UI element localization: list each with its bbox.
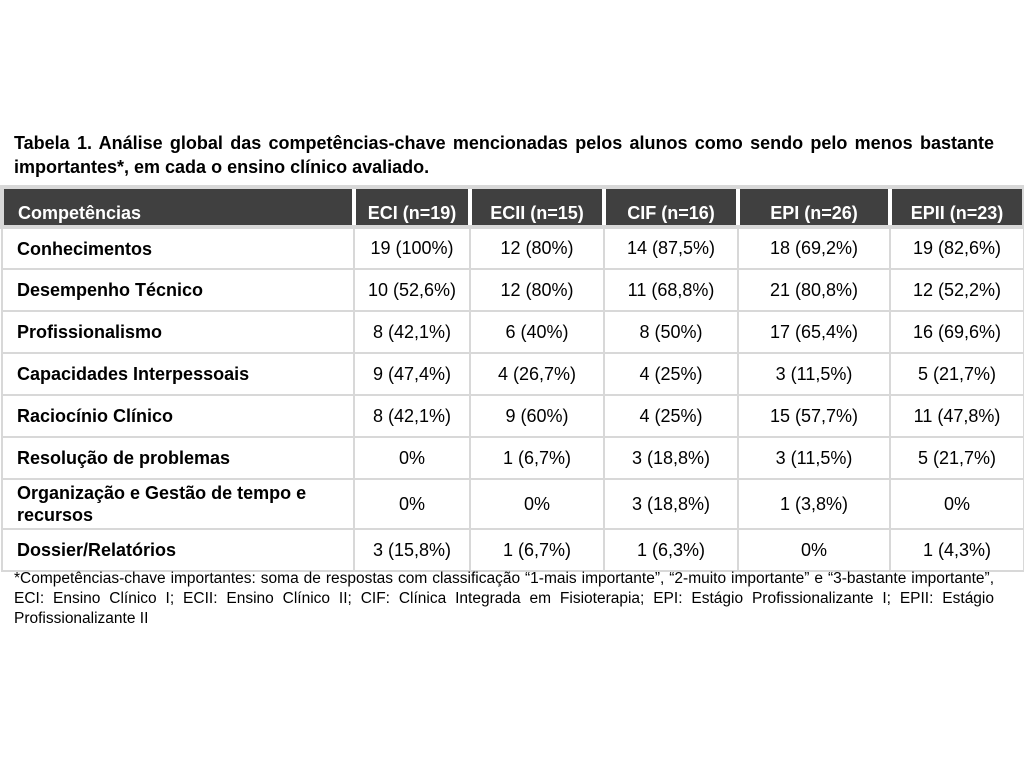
row-label: Raciocínio Clínico bbox=[2, 395, 354, 437]
column-header-eci: ECI (n=19) bbox=[354, 187, 470, 227]
table-row bbox=[2, 395, 1024, 437]
table-cell: 8 (42,1%) bbox=[354, 395, 470, 437]
table-cell: 12 (80%) bbox=[470, 227, 604, 269]
table-cell: 1 (6,7%) bbox=[470, 529, 604, 571]
table-cell: 9 (60%) bbox=[470, 395, 604, 437]
table-footnote: *Competências-chave importantes: soma de respostas com classificação “1-mais importante”, “2-muito importante” e “3-bastante importante”, ECI: Ensino Clínico I; ECII: Ensino Clínico II; CIF: Clínica Integrada em Fisioterapia; EPI: Estágio Profissionalizante I; EPII: Estágio Profissionalizante II bbox=[14, 570, 994, 627]
table-header bbox=[2, 187, 1024, 227]
table-cell: 0% bbox=[354, 479, 470, 529]
table-cell: 1 (4,3%) bbox=[890, 529, 1024, 571]
table-row bbox=[2, 269, 1024, 311]
column-header-ecii: ECII (n=15) bbox=[470, 187, 604, 227]
table-cell: 3 (18,8%) bbox=[604, 479, 738, 529]
row-label: Resolução de problemas bbox=[2, 437, 354, 479]
table-cell: 4 (26,7%) bbox=[470, 353, 604, 395]
table-cell: 0% bbox=[738, 529, 890, 571]
row-label: Profissionalismo bbox=[2, 311, 354, 353]
row-label: Organização e Gestão de tempo e recursos bbox=[2, 479, 354, 529]
table-cell: 10 (52,6%) bbox=[354, 269, 470, 311]
table-cell: 15 (57,7%) bbox=[738, 395, 890, 437]
table-cell: 12 (80%) bbox=[470, 269, 604, 311]
table-row bbox=[2, 227, 1024, 269]
table-cell: 5 (21,7%) bbox=[890, 437, 1024, 479]
table-cell: 17 (65,4%) bbox=[738, 311, 890, 353]
table-cell: 3 (15,8%) bbox=[354, 529, 470, 571]
column-header-epi: EPI (n=26) bbox=[738, 187, 890, 227]
table-row bbox=[2, 437, 1024, 479]
table-cell: 3 (11,5%) bbox=[738, 437, 890, 479]
table-cell: 12 (52,2%) bbox=[890, 269, 1024, 311]
table-cell: 11 (47,8%) bbox=[890, 395, 1024, 437]
table-cell: 0% bbox=[890, 479, 1024, 529]
column-header-competencias: Competências bbox=[2, 187, 354, 227]
table-row bbox=[2, 479, 1024, 529]
table-cell: 19 (82,6%) bbox=[890, 227, 1024, 269]
table-cell: 21 (80,8%) bbox=[738, 269, 890, 311]
column-header-epii: EPII (n=23) bbox=[890, 187, 1024, 227]
table-cell: 9 (47,4%) bbox=[354, 353, 470, 395]
table-cell: 3 (18,8%) bbox=[604, 437, 738, 479]
table-cell: 4 (25%) bbox=[604, 395, 738, 437]
table-cell: 6 (40%) bbox=[470, 311, 604, 353]
row-label: Capacidades Interpessoais bbox=[2, 353, 354, 395]
row-label: Desempenho Técnico bbox=[2, 269, 354, 311]
table-cell: 1 (6,7%) bbox=[470, 437, 604, 479]
header-row bbox=[2, 187, 1024, 227]
table-cell: 16 (69,6%) bbox=[890, 311, 1024, 353]
table-cell: 1 (6,3%) bbox=[604, 529, 738, 571]
table-body bbox=[2, 227, 1024, 571]
table-cell: 19 (100%) bbox=[354, 227, 470, 269]
table-cell: 8 (42,1%) bbox=[354, 311, 470, 353]
table-cell: 0% bbox=[470, 479, 604, 529]
table-row bbox=[2, 529, 1024, 571]
table-cell: 8 (50%) bbox=[604, 311, 738, 353]
table-cell: 1 (3,8%) bbox=[738, 479, 890, 529]
table-cell: 14 (87,5%) bbox=[604, 227, 738, 269]
competencies-table bbox=[0, 185, 1024, 572]
table-cell: 18 (69,2%) bbox=[738, 227, 890, 269]
table-row bbox=[2, 353, 1024, 395]
table-cell: 4 (25%) bbox=[604, 353, 738, 395]
table-caption: Tabela 1. Análise global das competências-chave mencionadas pelos alunos como sendo pelo menos bastante importantes*, em cada o ensino clínico avaliado. bbox=[14, 133, 994, 177]
row-label: Dossier/Relatórios bbox=[2, 529, 354, 571]
column-header-cif: CIF (n=16) bbox=[604, 187, 738, 227]
row-label: Conhecimentos bbox=[2, 227, 354, 269]
table-cell: 5 (21,7%) bbox=[890, 353, 1024, 395]
table-cell: 3 (11,5%) bbox=[738, 353, 890, 395]
table-cell: 11 (68,8%) bbox=[604, 269, 738, 311]
table-cell: 0% bbox=[354, 437, 470, 479]
table-row bbox=[2, 311, 1024, 353]
